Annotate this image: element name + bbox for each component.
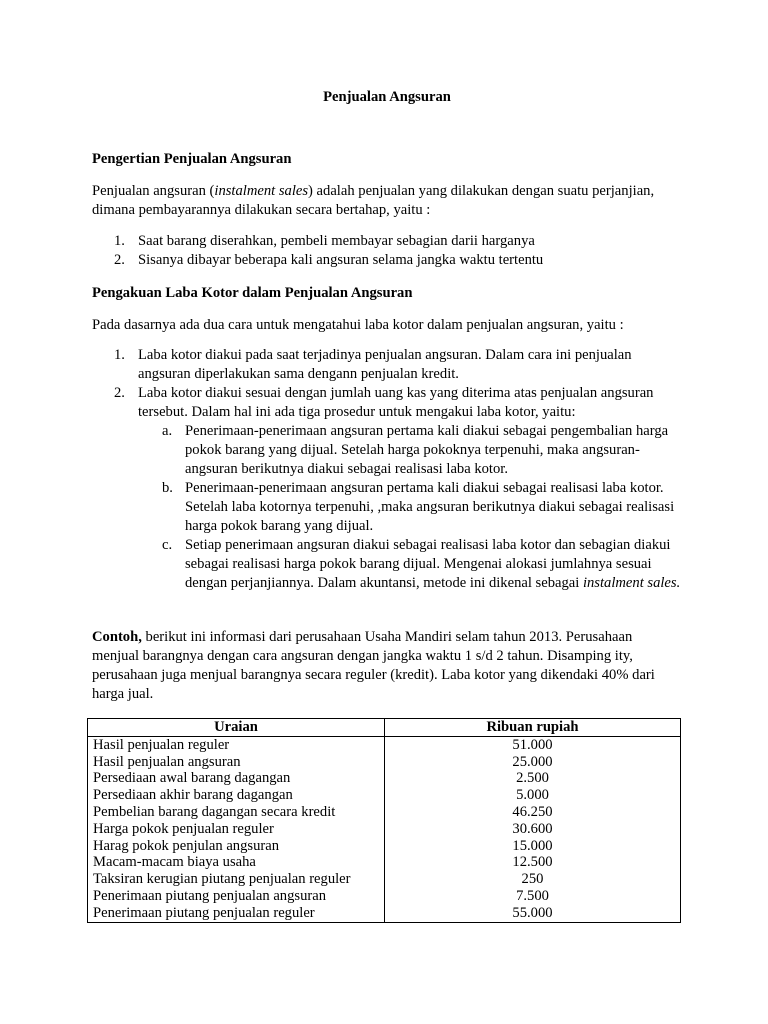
row-label: Penerimaan piutang penjualan angsuran: [88, 888, 385, 905]
document-title: Penjualan Angsuran: [323, 89, 451, 105]
row-label: Harga pokok penjualan reguler: [88, 821, 385, 838]
sublist-letter: c.: [162, 537, 173, 553]
section2-list: [92, 346, 682, 593]
row-label: Persediaan awal barang dagangan: [88, 770, 385, 787]
row-value: 55.000: [385, 905, 681, 922]
row-label: Harag pokok penjulan angsuran: [88, 838, 385, 855]
table-row: [88, 888, 681, 905]
sublist-italic-term: instalment sales.: [582, 575, 681, 591]
row-label: Macam-macam biaya usaha: [88, 854, 385, 871]
list-item-text: Saat barang diserahkan, pembeli membayar sebagian darii harganya: [138, 233, 535, 249]
row-value: 30.600: [385, 821, 681, 838]
table-row: [88, 787, 681, 804]
section2-heading: Pengakuan Laba Kotor dalam Penjualan Angsuran: [92, 285, 413, 301]
example-paragraph: [92, 628, 682, 704]
sublist-item: [92, 479, 682, 536]
list-item-text: Laba kotor diakui pada saat terjadinya penjualan angsuran. Dalam cara ini penjualan angsuran diperlakukan sama dengann penjualan kredit.: [138, 347, 632, 382]
table-header-row: [88, 719, 681, 737]
row-value: 7.500: [385, 888, 681, 905]
row-value: 2.500: [385, 770, 681, 787]
row-value: 25.000: [385, 754, 681, 771]
para-italic-term: instalment sales: [214, 183, 309, 199]
list-item: [92, 346, 682, 384]
list-item-text: Sisanya dibayar beberapa kali angsuran selama jangka waktu tertentu: [138, 252, 544, 268]
row-label: Hasil penjualan reguler: [88, 736, 385, 753]
row-value: 46.250: [385, 804, 681, 821]
table-row: [88, 905, 681, 922]
table-row: [88, 821, 681, 838]
list-number: 1.: [114, 233, 125, 249]
row-value: 51.000: [385, 736, 681, 753]
column-header-ribuan-rupiah: Ribuan rupiah: [385, 719, 681, 737]
table-row: [88, 770, 681, 787]
table-row: [88, 871, 681, 888]
financial-data-table: [87, 718, 681, 923]
list-item-text: Laba kotor diakui sesuai dengan jumlah uang kas yang diterima atas penjualan angsuran tersebut. Dalam hal ini ada tiga prosedur untuk mengakui laba kotor, yaitu:: [138, 385, 654, 420]
section1-list: [92, 232, 682, 270]
table-row: [88, 736, 681, 753]
list-item: [92, 232, 682, 251]
list-item: [92, 384, 682, 593]
list-number: 2.: [114, 252, 125, 268]
row-value: 15.000: [385, 838, 681, 855]
row-label: Penerimaan piutang penjualan reguler: [88, 905, 385, 922]
example-text: berikut ini informasi dari perusahaan Usaha Mandiri selam tahun 2013. Perusahaan menjual barangnya dengan cara angsuran dengan jangka waktu 1 s/d 2 tahun. Disamping ity, perusahaan juga menjual barangnya secara reguler (kredit). Laba kotor yang dikendaki 40% dari harga jual.: [92, 629, 655, 702]
row-label: Taksiran kerugian piutang penjualan reguler: [88, 871, 385, 888]
row-value: 5.000: [385, 787, 681, 804]
sublist-letter: a.: [162, 423, 173, 439]
row-label: Pembelian barang dagangan secara kredit: [88, 804, 385, 821]
sublist-item: [92, 536, 682, 593]
list-number: 1.: [114, 347, 125, 363]
para-text-before: Penjualan angsuran (: [92, 183, 215, 199]
example-label: Contoh,: [92, 629, 142, 645]
column-header-uraian: Uraian: [88, 719, 385, 737]
row-value: 250: [385, 871, 681, 888]
procedure-sublist: [92, 422, 682, 593]
section2-intro: Pada dasarnya ada dua cara untuk mengatahui laba kotor dalam penjualan angsuran, yaitu :: [92, 317, 624, 333]
list-number: 2.: [114, 385, 125, 401]
list-item: [92, 251, 682, 270]
section1-heading: Pengertian Penjualan Angsuran: [92, 151, 292, 167]
sublist-item-text: Penerimaan-penerimaan angsuran pertama kali diakui sebagai pengembalian harga pokok barang yang dijual. Setelah harga pokoknya terpenuhi, maka angsuran-angsuran berikutnya diakui sebagai realisasi laba kotor.: [185, 423, 669, 477]
table-row: [88, 754, 681, 771]
sublist-item-text: Setiap penerimaan angsuran diakui sebagai realisasi laba kotor dan sebagian diakui sebagai realisasi harga pokok barang dijual. Mengenai alokasi jumlahnya sesuai dengan perjanjiannya. Dalam akuntansi, metode ini dikenal sebagai: [185, 537, 671, 591]
row-label: Hasil penjualan angsuran: [88, 754, 385, 771]
sublist-letter: b.: [162, 480, 173, 496]
section1-paragraph: [92, 182, 682, 220]
para-text-after: ) adalah penjualan yang dilakukan dengan suatu perjanjian, dimana pembayarannya dilakukan secara bertahap, yaitu :: [92, 183, 655, 218]
row-label: Persediaan akhir barang dagangan: [88, 787, 385, 804]
table-row: [88, 838, 681, 855]
table-row: [88, 854, 681, 871]
sublist-item: [92, 422, 682, 479]
sublist-item-text: Penerimaan-penerimaan angsuran pertama kali diakui sebagai realisasi laba kotor. Setelah laba kotornya terpenuhi, ,maka angsuran berikutnya diakui sebagai realisasi harga pokok barang yang dijual.: [185, 480, 675, 534]
row-value: 12.500: [385, 854, 681, 871]
table-row: [88, 804, 681, 821]
